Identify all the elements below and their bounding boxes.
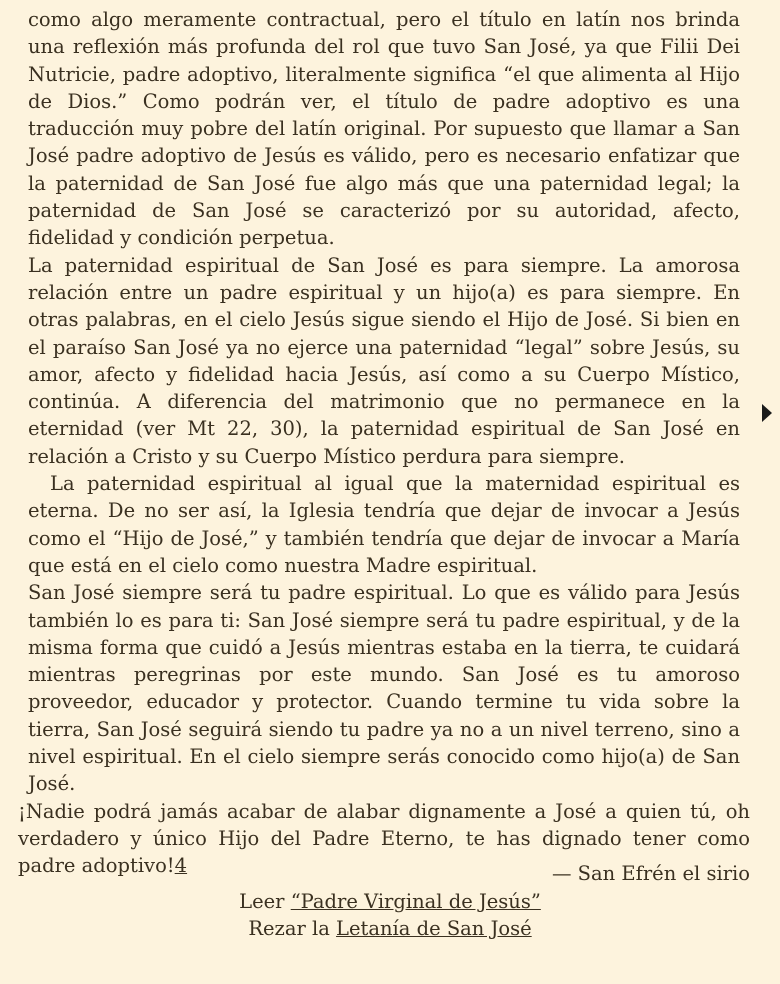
- pray-line: [0, 915, 780, 942]
- paragraph-2: La paternidad espiritual de San José es para siempre. La amorosa relación entre un padre espiritual y un hijo(a) es para siempre. En otras palabras, en el cielo Jesús sigue siendo el Hijo de José. Si bien en el paraíso San José ya no ejerce una paternidad “legal” sobre Jesús, su amor, afecto y fidelidad hacia Jesús, así como a su Cuerpo Místico, continúa. A diferencia del matrimonio que no permanece en la eternidad (ver Mt 22, 30), la paternidad espiritual de San José en relación a Cristo y su Cuerpo Místico perdura para siempre.: [28, 253, 740, 468]
- pray-link[interactable]: Letanía de San José: [336, 917, 532, 941]
- closing-quote-text: ¡Nadie podrá jamás acabar de alabar dignamente a José a quien tú, oh verdadero y único Hijo del Padre Eterno, te has dignado tener como padre adoptivo!: [18, 799, 750, 878]
- paragraph-1: como algo meramente contractual, pero el título en latín nos brinda una reflexión más profunda del rol que tuvo San José, ya que Filii Dei Nutricie, padre adoptivo, literalmente significa “el que alimenta al Hijo de Dios.” Como podrán ver, el título de padre adoptivo es una traducción muy pobre del latín original. Por supuesto que llamar a San José padre adoptivo de Jesús es válido, pero es necesario enfatizar que la paternidad de San José fue algo más que una paternidad legal; la paternidad de San José se caracterizó por su autoridad, afecto, fidelidad y condición perpetua.: [28, 8, 740, 250]
- read-link[interactable]: “Padre Virginal de Jesús”: [290, 890, 541, 913]
- quote-attribution: — San Efrén el sirio: [551, 862, 750, 885]
- paragraph-3: La paternidad espiritual al igual que la maternidad espiritual es eterna. De no ser así, la Iglesia tendría que dejar de invocar a Jesús como el “Hijo de José,” y también tendría que dejar de invocar a María que está en el cielo como nuestra Madre espiritual.: [28, 472, 740, 577]
- related-links: [0, 888, 780, 943]
- read-line: [0, 888, 780, 915]
- paragraph-4: San José siempre será tu padre espiritual. Lo que es válido para Jesús también lo es para ti: San José siempre será tu padre espiritual, y de la misma forma que cuidó a Jesús mientras estaba en la tierra, te cuidará mientras peregrinas por este mundo. San José es tu amoroso proveedor, educador y protector. Cuando termine tu vida sobre la tierra, San José seguirá siendo tu padre ya no a un nivel terreno, sino a nivel espiritual. En el cielo siempre serás conocido como hijo(a) de San José.: [28, 581, 740, 796]
- pray-prefix: Rezar la: [248, 917, 337, 941]
- article-body: [18, 6, 750, 880]
- read-prefix: Leer: [239, 890, 291, 913]
- right-arrow-icon[interactable]: [762, 404, 772, 422]
- footnote-link[interactable]: 4: [174, 854, 188, 878]
